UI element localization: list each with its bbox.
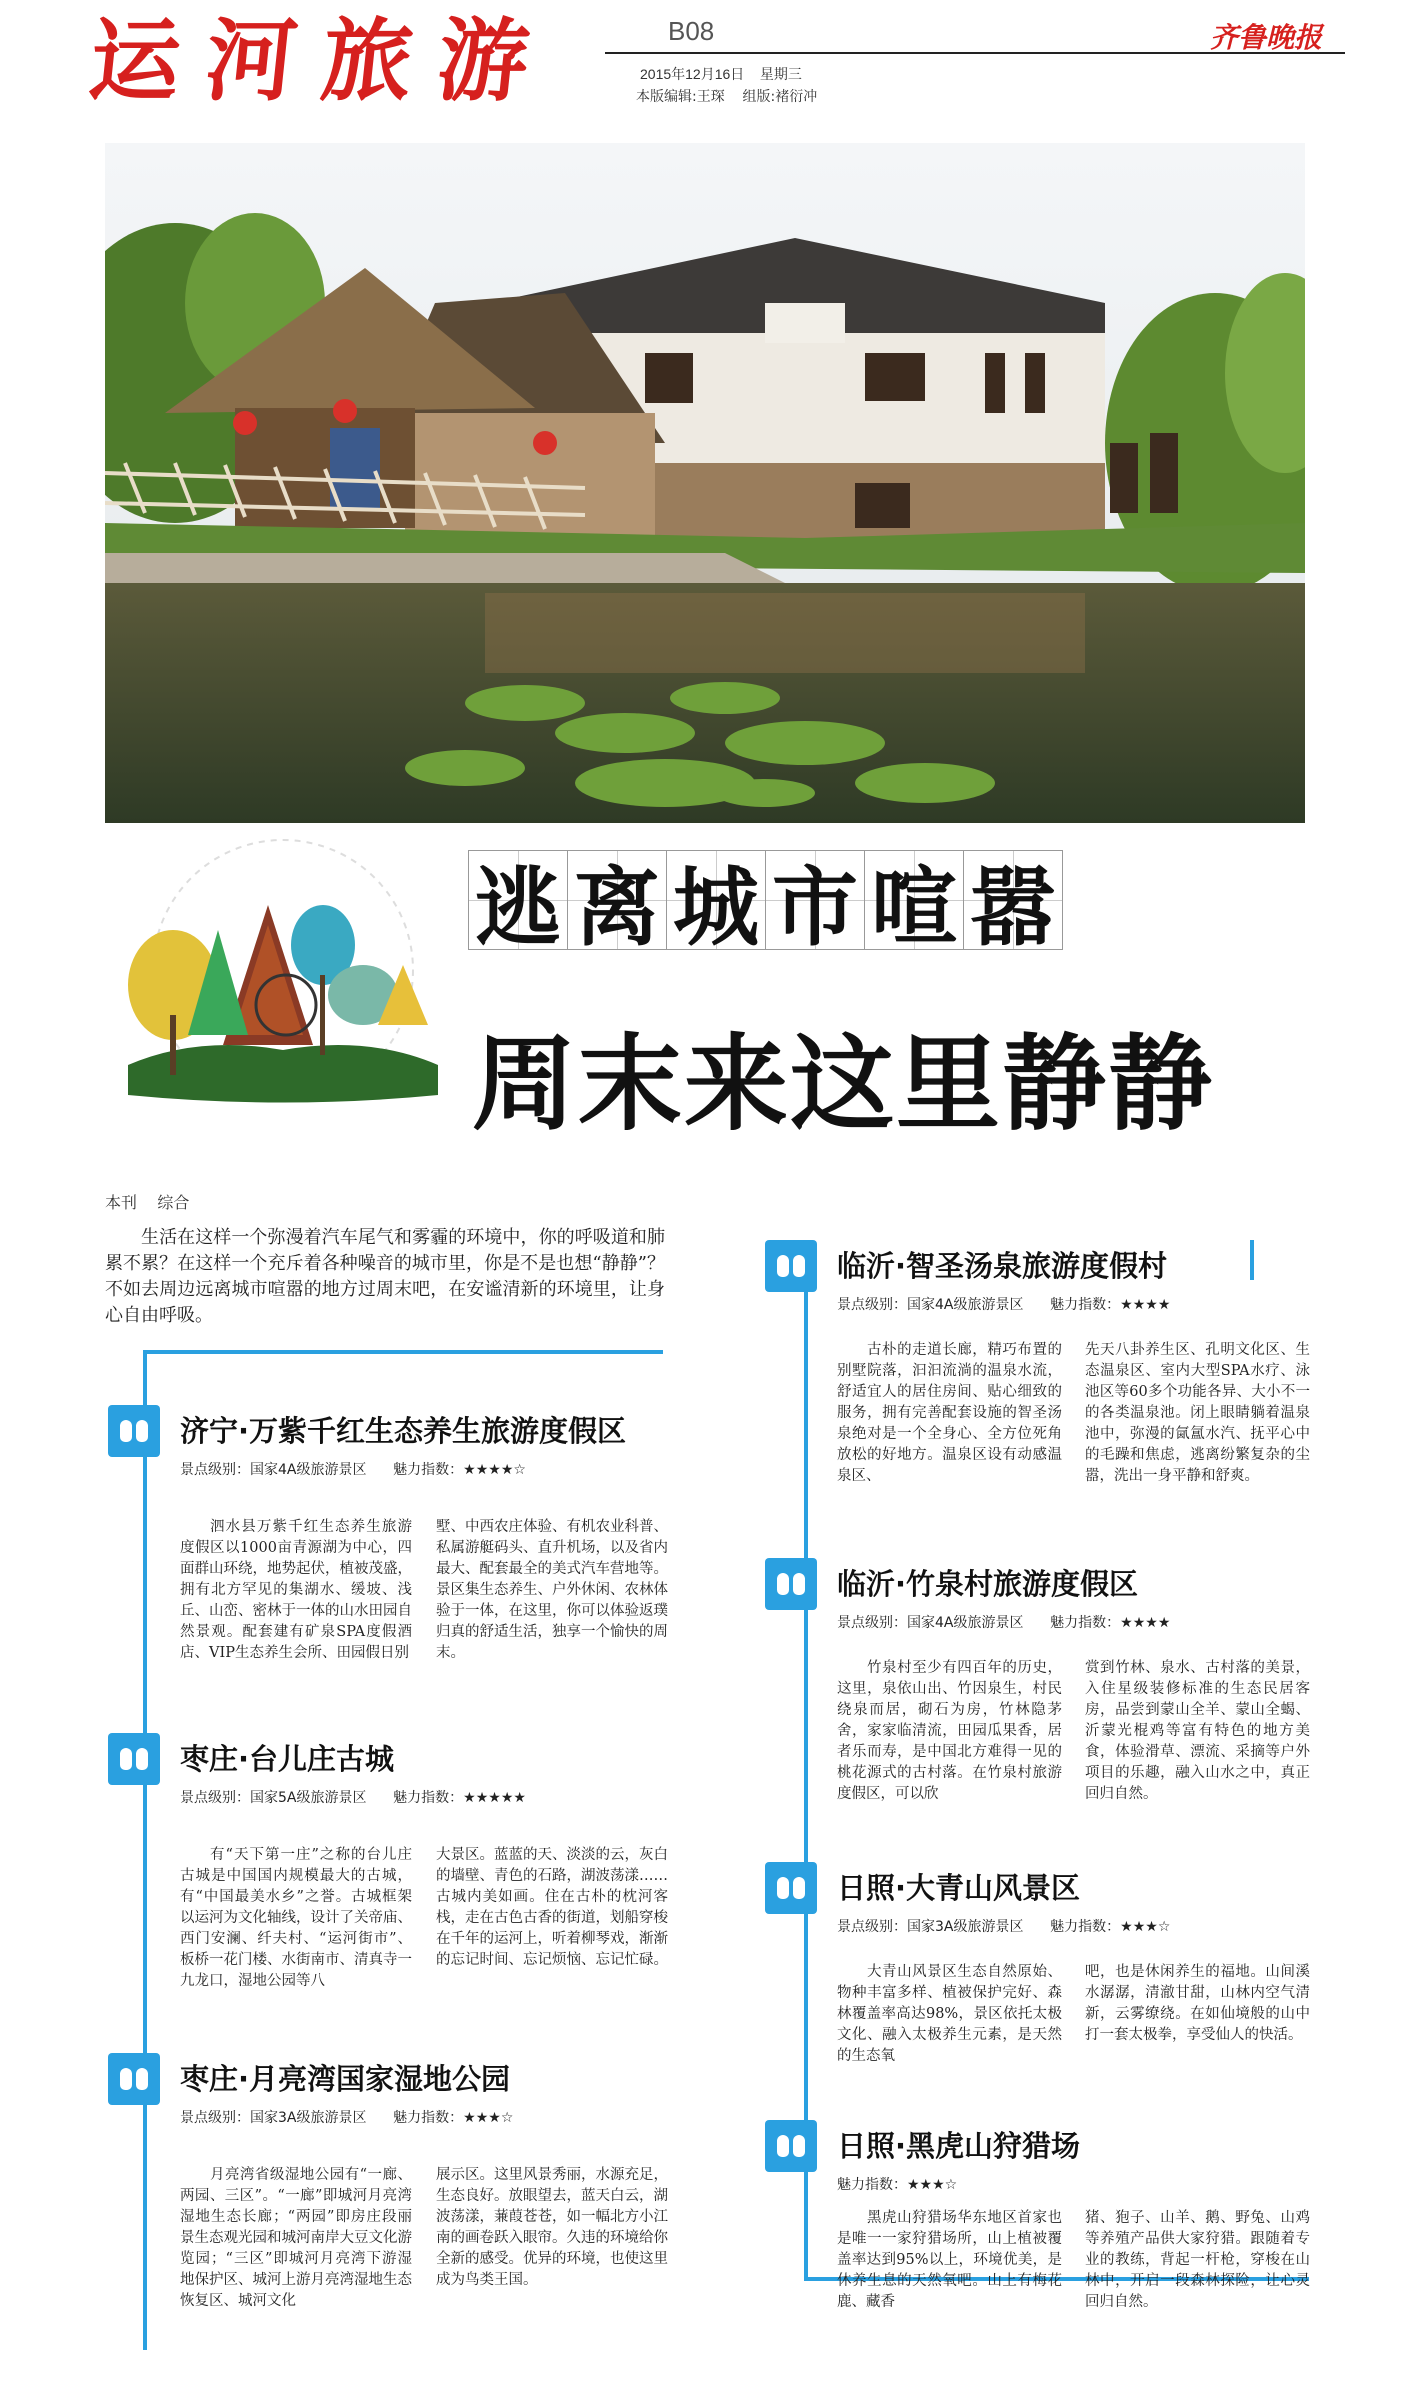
headline-char: 市 [765, 850, 865, 950]
footprints-icon [765, 1862, 817, 1914]
footprints-icon [765, 2120, 817, 2172]
attraction-title: 临沂·竹泉村旅游度假区 [837, 1567, 1139, 1601]
attraction-text: 先天八卦养生区、孔明文化区、生态温泉区、室内大型SPA水疗、泳池区等60多个功能各异、大小不一的各类温泉池。闭上眼睛躺着温泉池中，弥漫的氤氲水汽、抚平心中的毛躁和焦虑，逃离纷繁复杂的尘嚣，洗出一身平静和舒爽。 [1085, 1342, 1310, 1484]
headline-char: 逃 [468, 850, 568, 950]
attraction-title: 日照·黑虎山狩猎场 [837, 2129, 1081, 2163]
attraction-text: 墅、中西农庄体验、有机农业科普、私属游艇码头、直升机场，以及省内最大、配套最全的美式汽车营地等。景区集生态养生、户外休闲、农林体验于一体，在这里，你可以体验返璞归真的舒适生活，独享一个愉快的周末。 [436, 1519, 668, 1661]
attraction-text: 竹泉村至少有四百年的历史，这里，泉依山出、竹因泉生，村民绕泉而居，砌石为房，竹林隐茅舍，家家临清流，田园瓜果香，居者乐而寿，是中国北方难得一见的桃花源式的古村落。在竹泉村旅游度假区，可以欣 [837, 1660, 1062, 1802]
attraction-title: 枣庄·台儿庄古城 [180, 1742, 395, 1776]
attraction-entry [108, 1733, 668, 2033]
section-title [78, 9, 578, 114]
paper-logo: 齐鲁晚报 [1210, 21, 1323, 54]
attraction-meta: 景点级别：国家5A级旅游景区 魅力指数：★★★★★ [180, 1790, 526, 1806]
attraction-entry [765, 1240, 1320, 1520]
attraction-entry [765, 2120, 1320, 2350]
attraction-text: 泗水县万紫千红生态养生旅游度假区以1000亩青源湖为中心，四面群山环绕，地势起伏，植被茂盛，拥有北方罕见的集湖水、缓坡、浅丘、山峦、密林于一体的山水田园自然景观。配套建有矿泉SPA度假酒店、VIP生态养生会所、田园假日别 [180, 1519, 412, 1661]
section-title-char: 运 [84, 9, 182, 114]
headline-char: 离 [567, 850, 667, 950]
section-title-char: 河 [200, 9, 298, 114]
hero-photo [105, 143, 1305, 823]
attraction-text: 大景区。蓝蓝的天、淡淡的云，灰白的墙壁、青色的石路，湖波荡漾……古城内美如画。住在古朴的枕河客栈，走在古色古香的街道，划船穿梭在千年的运河上，听着柳琴戏，渐渐的忘记时间、忘记烦恼、忘记忙碌。 [436, 1847, 668, 1968]
headline-char: 喧 [864, 850, 964, 950]
attraction-entry [108, 2053, 668, 2353]
attraction-meta: 景点级别：国家4A级旅游景区 魅力指数：★★★★☆ [180, 1462, 526, 1478]
attraction-meta: 景点级别：国家4A级旅游景区 魅力指数：★★★★ [837, 1297, 1171, 1313]
attraction-entry [108, 1405, 668, 1705]
headline-line1 [468, 850, 1062, 958]
attraction-entry [765, 1558, 1320, 1838]
attraction-title: 日照·大青山风景区 [837, 1871, 1081, 1905]
issue-editors: 本版编辑:王琛 组版:褚衍冲 [636, 89, 818, 105]
forest-logo-illustration [118, 835, 448, 1120]
section-title-char: 游 [432, 9, 530, 114]
footprints-icon [765, 1240, 817, 1292]
headline-char: 城 [666, 850, 766, 950]
attraction-text: 有“天下第一庄”之称的台儿庄古城是中国国内规模最大的古城，有“中国最美水乡”之誉。古城框架以运河为文化轴线，设计了关帝庙、西门安澜、纤夫村、“运河街市”、板桥一花门楼、水街南市、清真寺一九龙口，湿地公园等八 [180, 1847, 412, 1989]
footprints-icon [108, 2053, 160, 2105]
attraction-text: 展示区。这里风景秀丽，水源充足，生态良好。放眼望去，蓝天白云，湖波荡漾，蒹葭苍苍，如一幅北方小江南的画卷跃入眼帘。久违的环境给你全新的感受。优异的环境，也使这里成为鸟类王国。 [436, 2167, 668, 2288]
timeline-rule [143, 1350, 663, 1354]
attraction-text: 大青山风景区生态自然原始、物种丰富多样、植被保护完好、森林覆盖率高达98%，景区依托太极文化、融入太极养生元素，是天然的生态氧 [837, 1964, 1062, 2064]
byline: 本刊 综合 [105, 1193, 190, 1212]
attraction-meta: 景点级别：国家3A级旅游景区 魅力指数：★★★☆ [180, 2110, 514, 2126]
attraction-text: 黑虎山狩猎场华东地区首家也是唯一一家狩猎场所，山上植被覆盖率达到95%以上，环境优美，是休养生息的天然氧吧。山上有梅花鹿、藏香 [837, 2210, 1062, 2310]
headline-line2: 周末来这里静静 [472, 1023, 1215, 1145]
headline-char: 嚣 [963, 850, 1063, 950]
attraction-title: 临沂·智圣汤泉旅游度假村 [837, 1249, 1168, 1283]
attraction-meta: 魅力指数：★★★☆ [837, 2177, 958, 2193]
attraction-text: 古朴的走道长廊，精巧布置的别墅院落，汩汩流淌的温泉水流，舒适宜人的居住房间、贴心细致的服务，拥有完善配套设施的智圣汤泉绝对是一个全身心、全方位死角放松的好地方。温泉区设有动感温泉区、 [837, 1342, 1062, 1484]
attraction-title: 枣庄·月亮湾国家湿地公园 [180, 2062, 511, 2096]
attraction-text: 吧，也是休闲养生的福地。山间溪水潺潺，清澈甘甜，山林内空气清新，云雾缭绕。在如仙境般的山中打一套太极拳，享受仙人的快活。 [1085, 1964, 1310, 2043]
attraction-meta: 景点级别：国家3A级旅游景区 魅力指数：★★★☆ [837, 1919, 1171, 1935]
attraction-title: 济宁·万紫千红生态养生旅游度假区 [180, 1414, 627, 1448]
attraction-meta: 景点级别：国家4A级旅游景区 魅力指数：★★★★ [837, 1615, 1171, 1631]
page-code: B08 [668, 16, 715, 46]
issue-date: 2015年12月16日 星期三 [640, 66, 802, 82]
section-title-char: 旅 [316, 9, 414, 114]
attraction-text: 月亮湾省级湿地公园有“一廊、两园、三区”。“一廊”即城河月亮湾湿地生态长廊；“两园”即房庄段丽景生态观光园和城河南岸大豆文化游览园；“三区”即城河月亮湾下游湿地保护区、城河上游月亮湾湿地生态恢复区、城河文化 [180, 2167, 412, 2309]
footprints-icon [108, 1405, 160, 1457]
footprints-icon [765, 1558, 817, 1610]
village-scene-illustration [105, 143, 1305, 823]
attraction-entry [765, 1862, 1320, 2092]
attraction-text: 赏到竹林、泉水、古村落的美景，入住星级装修标准的生态民居客房，品尝到蒙山全羊、蒙山全蝎、沂蒙光棍鸡等富有特色的地方美食，体验滑草、漂流、采摘等户外项目的乐趣，融入山水之中，真正回归自然。 [1085, 1660, 1310, 1802]
intro-paragraph: 生活在这样一个弥漫着汽车尾气和雾霾的环境中，你的呼吸道和肺累不累？在这样一个充斥着各种噪音的城市里，你是不是也想“静静”？不如去周边远离城市喧嚣的地方过周末吧，在安谧清新的环境里，让身心自由呼吸。 [105, 1227, 665, 1326]
footprints-icon [108, 1733, 160, 1785]
attraction-text: 猪、狍子、山羊、鹅、野兔、山鸡等养殖产品供大家狩猎。跟随着专业的教练，背起一杆枪，穿梭在山林中，开启一段森林探险，让心灵回归自然。 [1085, 2210, 1310, 2310]
